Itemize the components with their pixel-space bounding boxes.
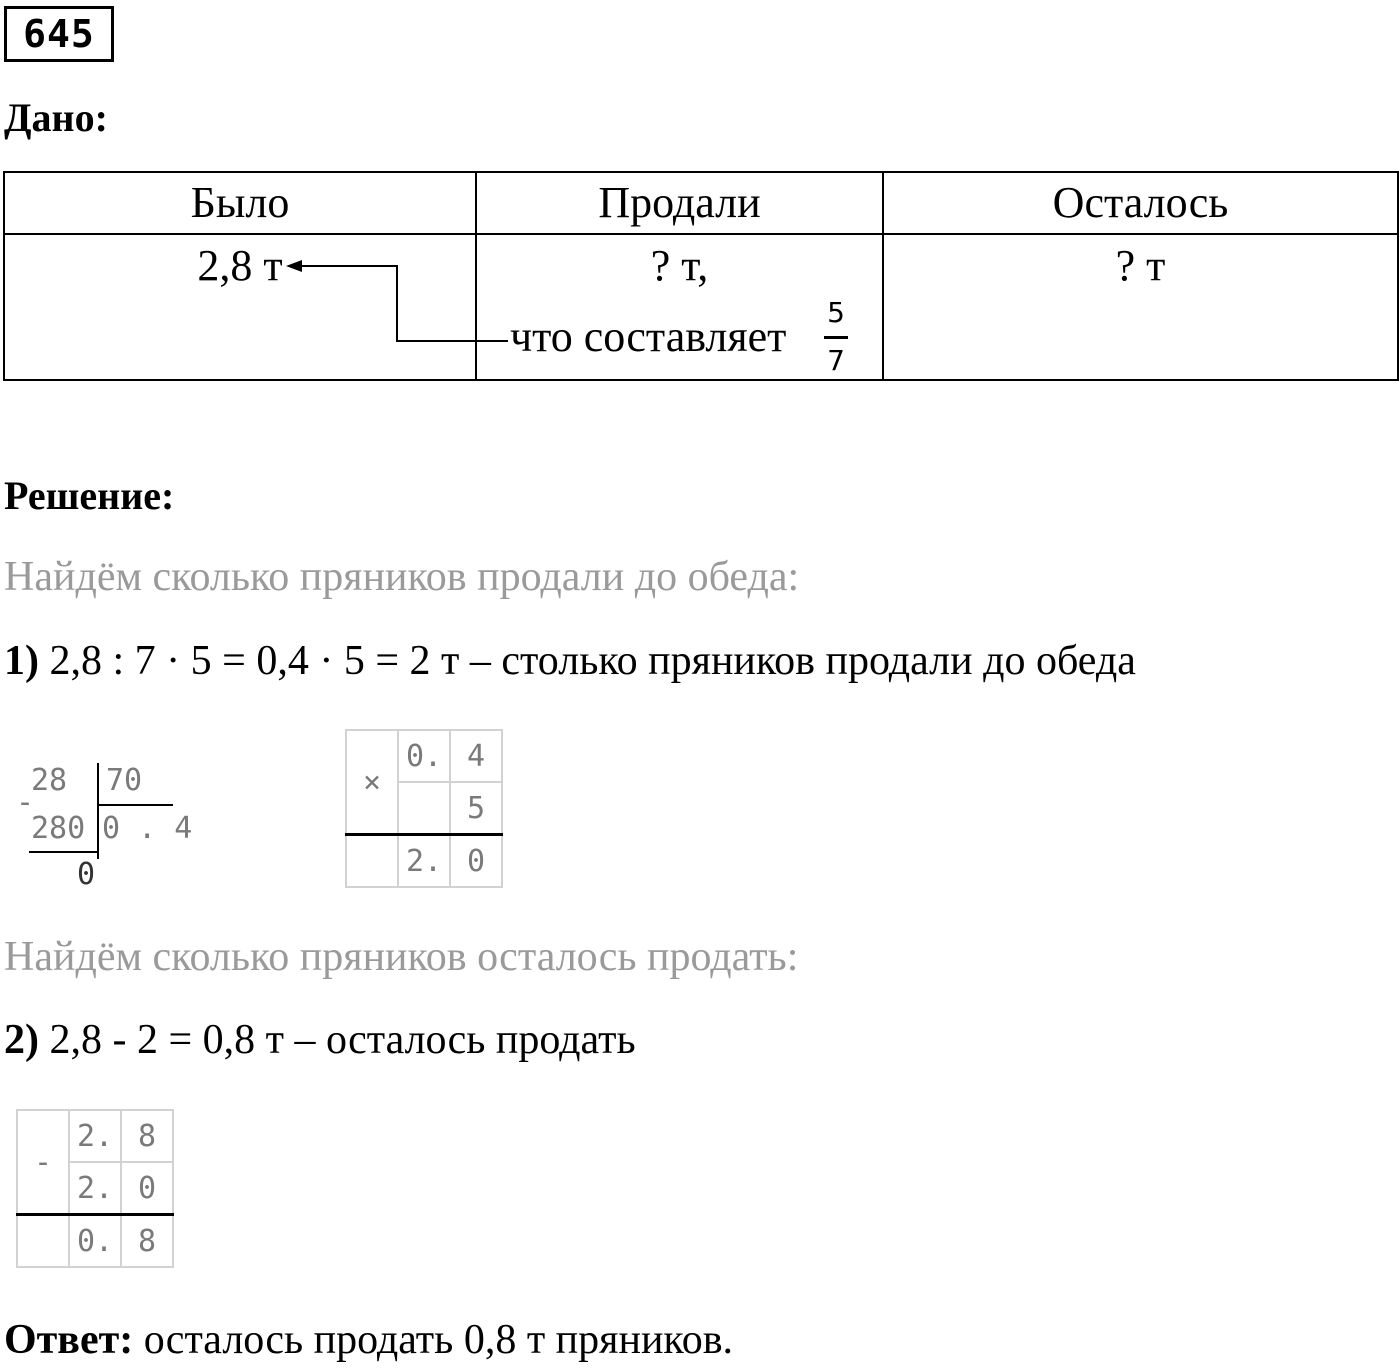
grid-cell: 2. bbox=[69, 1110, 121, 1162]
division-remainder: 0 bbox=[77, 857, 96, 892]
grid-cell: 0 bbox=[121, 1162, 173, 1215]
grid-cell bbox=[346, 835, 398, 888]
grid-cell bbox=[398, 782, 450, 835]
header-left: Осталось bbox=[883, 172, 1398, 234]
had-value: 2,8 т bbox=[197, 241, 283, 290]
grid-cell: 4 bbox=[450, 730, 502, 782]
step1-intro: Найдём сколько пряников продали до обеда: bbox=[4, 554, 800, 600]
step2-line bbox=[4, 1016, 636, 1064]
fraction-denominator: 7 bbox=[827, 344, 845, 377]
grid-cell: 2. bbox=[398, 835, 450, 888]
solution-heading: Решение: bbox=[4, 473, 175, 518]
division-minus: - bbox=[16, 785, 35, 820]
answer-text: осталось продать 0,8 т пряников. bbox=[143, 1317, 734, 1363]
subtraction-grid bbox=[16, 1109, 174, 1268]
division-dividend: 28 bbox=[31, 763, 68, 798]
multiplication-grid bbox=[345, 729, 503, 888]
left-value: ? т bbox=[1115, 241, 1166, 290]
header-had: Было bbox=[4, 172, 476, 234]
step1-line bbox=[4, 637, 1136, 685]
relation-arrow bbox=[280, 250, 520, 350]
sold-value: ? т, bbox=[650, 241, 709, 290]
grid-cell bbox=[17, 1215, 69, 1268]
grid-cell: 0. bbox=[398, 730, 450, 782]
answer-line bbox=[4, 1316, 733, 1364]
division-subtract-line bbox=[29, 851, 97, 853]
multiplication-sign: × bbox=[346, 730, 398, 835]
problem-number: 645 bbox=[4, 6, 114, 62]
grid-cell: 8 bbox=[121, 1110, 173, 1162]
division-divisor-line bbox=[97, 804, 173, 806]
fraction-numerator: 5 bbox=[827, 296, 845, 329]
grid-cell: 0. bbox=[69, 1215, 121, 1268]
given-heading: Дано: bbox=[4, 95, 108, 140]
grid-cell: 0 bbox=[450, 835, 502, 888]
step2-intro: Найдём сколько пряников осталось продать: bbox=[4, 934, 799, 980]
header-sold: Продали bbox=[476, 172, 883, 234]
division-vertical-line bbox=[97, 763, 99, 859]
division-quotient: 0 . 4 bbox=[102, 811, 193, 846]
step1-number: 1) bbox=[4, 638, 39, 684]
fraction-bar bbox=[824, 336, 848, 339]
division-subtrahend: 280 bbox=[31, 811, 86, 846]
grid-cell: 5 bbox=[450, 782, 502, 835]
long-division bbox=[0, 755, 200, 895]
step1-text: 2,8 : 7 · 5 = 0,4 · 5 = 2 т – столько пряников продали до обеда bbox=[49, 638, 1136, 684]
grid-cell: 2. bbox=[69, 1162, 121, 1215]
subtraction-sign: - bbox=[17, 1110, 69, 1215]
step2-text: 2,8 - 2 = 0,8 т – осталось продать bbox=[49, 1017, 636, 1063]
answer-label: Ответ: bbox=[4, 1317, 134, 1363]
sold-note: что составляет bbox=[510, 312, 787, 361]
division-divisor: 70 bbox=[106, 763, 143, 798]
grid-cell: 8 bbox=[121, 1215, 173, 1268]
step2-number: 2) bbox=[4, 1017, 39, 1063]
